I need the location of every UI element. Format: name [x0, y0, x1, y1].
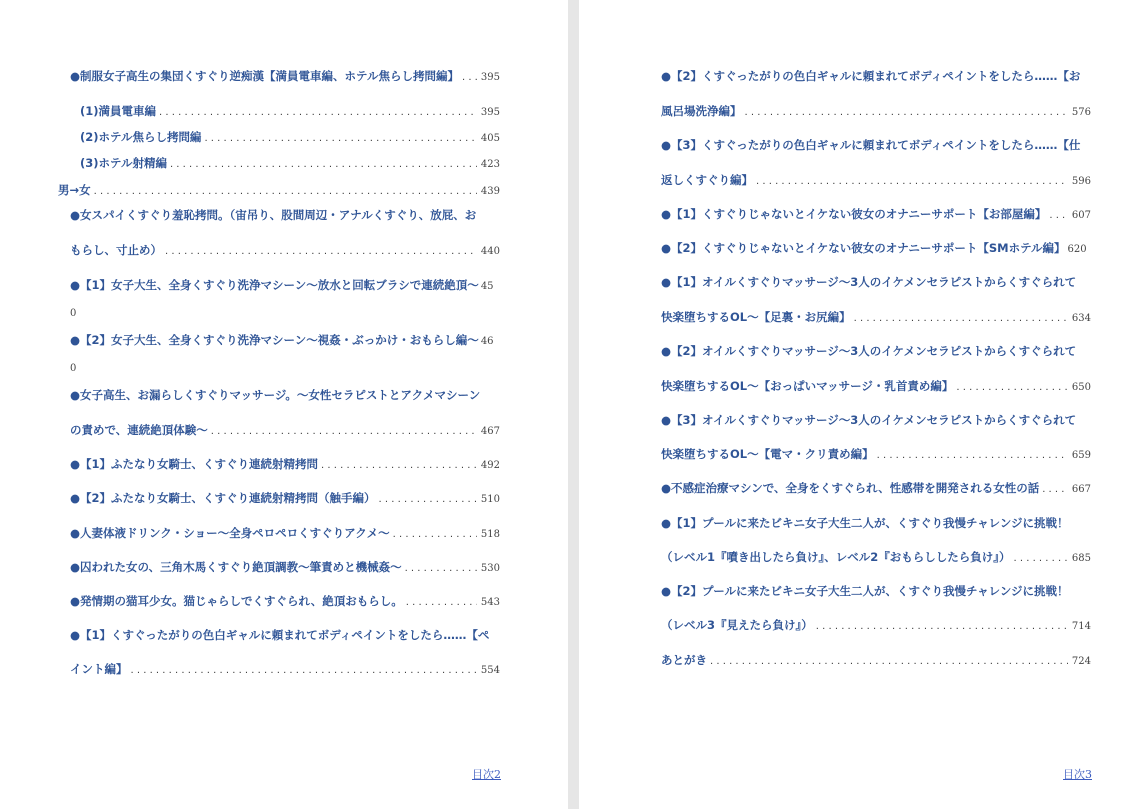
- toc-entry-title: ●不感症治療マシンで、全身をくすぐられ、性感帯を開発される女性の話: [661, 481, 1040, 495]
- toc-entry-title: ●【1】オイルくすぐりマッサージ～3人のイケメンセラピストからくすぐられて: [661, 275, 1077, 289]
- dot-leader: [1042, 482, 1068, 498]
- dot-leader: [170, 157, 477, 173]
- toc-entry-title: もらし、寸止め）: [70, 243, 162, 257]
- toc-page-number: 530: [480, 563, 500, 574]
- toc-page-number: 607: [1071, 210, 1091, 221]
- dot-leader: [131, 663, 477, 679]
- dot-leader: [321, 458, 477, 474]
- toc-entry[interactable]: [70, 332, 500, 350]
- toc-entry[interactable]: [80, 155, 500, 173]
- toc-entry[interactable]: [70, 559, 500, 577]
- dot-leader: [405, 561, 477, 577]
- toc-entry-continued[interactable]: [661, 309, 1091, 327]
- toc-entry-title: ●【1】女子大生、全身くすぐり洗浄マシーン～放水と回転ブラシで連続絶頂～: [70, 278, 479, 292]
- toc-page-number: 714: [1071, 621, 1091, 632]
- toc-entry[interactable]: [80, 129, 500, 147]
- dot-leader: [877, 448, 1068, 464]
- dot-leader: [816, 619, 1068, 635]
- toc-page-number: 543: [480, 597, 500, 608]
- toc-footer-link[interactable]: 目次2: [472, 768, 501, 781]
- toc-page-number: 405: [480, 133, 500, 144]
- dot-leader: [159, 105, 477, 121]
- dot-leader: [393, 527, 477, 543]
- toc-entry[interactable]: [661, 583, 1091, 599]
- dot-leader: [165, 244, 477, 260]
- dot-leader: [710, 654, 1068, 670]
- dot-leader: [854, 311, 1068, 327]
- toc-page-number: 659: [1071, 450, 1091, 461]
- toc-page-number: 395: [480, 72, 500, 83]
- toc-entry-title: (3)ホテル射精編: [80, 156, 167, 170]
- toc-entry[interactable]: [661, 343, 1091, 359]
- toc-entry-title: ●人妻体液ドリンク・ショー～全身ペロペロくすぐりアクメ～: [70, 526, 390, 540]
- toc-entry-title: 快楽堕ちするOL～【足裏・お尻編】: [661, 310, 851, 324]
- toc-page-number: 467: [480, 426, 500, 437]
- toc-entry-title: ●【3】くすぐったがりの色白ギャルに頼まれてボディペイントをしたら……【仕: [661, 138, 1081, 152]
- toc-entry-title: ●【2】女子大生、全身くすぐり洗浄マシーン～視姦・ぶっかけ・おもらし編～: [70, 333, 479, 347]
- toc-entry-title: ●【2】ふたなり女騎士、くすぐり連続射精拷問（触手編）: [70, 491, 376, 505]
- toc-page-number: 439: [480, 186, 500, 197]
- page-gutter: [568, 0, 579, 809]
- toc-entry-title: ●【2】オイルくすぐりマッサージ～3人のイケメンセラピストからくすぐられて: [661, 344, 1077, 358]
- toc-page-number: 554: [480, 665, 500, 676]
- toc-entry-continued[interactable]: [661, 549, 1091, 567]
- toc-entry[interactable]: [661, 274, 1091, 290]
- toc-page-number: 45: [480, 281, 494, 292]
- dot-leader: [462, 70, 477, 86]
- dot-leader: [379, 492, 477, 508]
- dot-leader: [756, 174, 1068, 190]
- toc-entry-title: ●【3】オイルくすぐりマッサージ～3人のイケメンセラピストからくすぐられて: [661, 413, 1077, 427]
- toc-entry[interactable]: [661, 652, 1091, 670]
- toc-entry-continued[interactable]: [70, 661, 500, 679]
- toc-page-number: 667: [1071, 484, 1091, 495]
- toc-entry-title: ●【2】プールに来たビキニ女子大生二人が、くすぐり我慢チャレンジに挑戦！: [661, 584, 1069, 598]
- toc-page-number: 492: [480, 460, 500, 471]
- toc-page-number: 620: [1067, 244, 1087, 255]
- toc-page-number-wrap: 0: [70, 363, 77, 374]
- toc-entry-title: イント編】: [70, 662, 128, 676]
- toc-entry[interactable]: [70, 387, 500, 403]
- toc-page-number: 685: [1071, 553, 1091, 564]
- toc-entry-title: ●囚われた女の、三角木馬くすぐり絶頂調教～筆責めと機械姦～: [70, 560, 402, 574]
- toc-entry[interactable]: [661, 515, 1091, 531]
- toc-entry[interactable]: [661, 240, 1091, 258]
- toc-entry[interactable]: [70, 277, 500, 295]
- dot-leader: [745, 105, 1068, 121]
- toc-page-left: [0, 0, 568, 809]
- toc-entry[interactable]: [70, 490, 500, 508]
- toc-entry[interactable]: [70, 627, 500, 643]
- toc-entry-title: ●【1】くすぐりじゃないとイケない彼女のオナニーサポート【お部屋編】: [661, 207, 1047, 221]
- toc-entry-title: (1)満員電車編: [80, 104, 157, 118]
- toc-entry-title: （レベル3『見えたら負け』）: [661, 618, 813, 632]
- toc-entry[interactable]: [70, 207, 500, 223]
- toc-entry-title: ●【1】ふたなり女騎士、くすぐり連続射精拷問: [70, 457, 319, 471]
- toc-entry[interactable]: [58, 182, 500, 200]
- toc-page-number: 395: [480, 107, 500, 118]
- toc-entry-title: 快楽堕ちするOL～【電マ・クリ責め編】: [661, 447, 874, 461]
- toc-entry[interactable]: [661, 480, 1091, 498]
- toc-page-number: 724: [1071, 656, 1091, 667]
- toc-entry-continued[interactable]: [70, 242, 500, 260]
- toc-entry-title: ●発情期の猫耳少女。猫じゃらしでくすぐられ、絶頂おもらし。: [70, 594, 403, 608]
- toc-entry[interactable]: [70, 68, 500, 86]
- toc-entry-continued[interactable]: [661, 617, 1091, 635]
- toc-entry-continued[interactable]: [661, 446, 1091, 464]
- toc-entry-title: ●女スパイくすぐり羞恥拷問。（宙吊り、股間周辺・アナルくすぐり、放屁、お: [70, 208, 477, 222]
- toc-page-number: 650: [1071, 382, 1091, 393]
- dot-leader: [956, 380, 1067, 396]
- toc-entry-title: ●制服女子高生の集団くすぐり逆痴漢【満員電車編、ホテル焦らし拷問編】: [70, 69, 459, 83]
- dot-leader: [211, 424, 477, 440]
- dot-leader: [406, 595, 477, 611]
- toc-entry-title: ●【2】くすぐったがりの色白ギャルに頼まれてボディペイントをしたら……【お: [661, 69, 1081, 83]
- toc-page-number: 596: [1071, 176, 1091, 187]
- toc-page-number: 46: [480, 336, 494, 347]
- dot-leader: [1014, 551, 1068, 567]
- toc-page-number: 423: [480, 159, 500, 170]
- toc-entry-title: 風呂場洗浄編】: [661, 104, 742, 118]
- toc-entry[interactable]: [70, 593, 500, 611]
- toc-entry-title: （レベル1『噴き出したら負け』、レベル2『おもらししたら負け』）: [661, 550, 1011, 564]
- toc-footer-link[interactable]: 目次3: [1063, 768, 1092, 781]
- toc-page-number: 440: [480, 246, 500, 257]
- dot-leader: [1049, 208, 1068, 224]
- toc-entry[interactable]: [70, 525, 500, 543]
- toc-entry-title: あとがき: [661, 653, 707, 667]
- toc-entry[interactable]: [80, 103, 500, 121]
- toc-entry-continued[interactable]: [661, 378, 1091, 396]
- toc-page-number-wrap: 0: [70, 308, 77, 319]
- toc-entry-title: 男→女: [58, 183, 91, 197]
- toc-page-number: 576: [1071, 107, 1091, 118]
- toc-entry[interactable]: [661, 206, 1091, 224]
- toc-entry-title: (2)ホテル焦らし拷問編: [80, 130, 202, 144]
- toc-entry-continued[interactable]: [661, 172, 1091, 190]
- toc-page-right: [579, 0, 1147, 809]
- toc-entry[interactable]: [661, 68, 1091, 84]
- toc-entry[interactable]: [70, 456, 500, 474]
- toc-entry-title: ●【1】くすぐったがりの色白ギャルに頼まれてボディペイントをしたら……【ペ: [70, 628, 490, 642]
- toc-entry-continued[interactable]: [70, 422, 500, 440]
- toc-entry-continued[interactable]: [661, 103, 1091, 121]
- toc-page-number: 518: [480, 529, 500, 540]
- dot-leader: [94, 184, 477, 200]
- toc-entry-title: ●【1】プールに来たビキニ女子大生二人が、くすぐり我慢チャレンジに挑戦！: [661, 516, 1069, 530]
- toc-entry[interactable]: [661, 137, 1091, 153]
- toc-entry-title: の責めで、連続絶頂体験～: [70, 423, 208, 437]
- toc-entry-title: ●【2】くすぐりじゃないとイケない彼女のオナニーサポート【SMホテル編】: [661, 241, 1066, 255]
- toc-entry-title: 快楽堕ちするOL～【おっぱいマッサージ・乳首責め編】: [661, 379, 954, 393]
- toc-page-number: 634: [1071, 313, 1091, 324]
- toc-page-number: 510: [480, 494, 500, 505]
- toc-entry[interactable]: [661, 412, 1091, 428]
- dot-leader: [204, 131, 476, 147]
- toc-entry-title: 返しくすぐり編】: [661, 173, 753, 187]
- toc-entry-title: ●女子高生、お漏らしくすぐりマッサージ。～女性セラピストとアクメマシーン: [70, 388, 481, 402]
